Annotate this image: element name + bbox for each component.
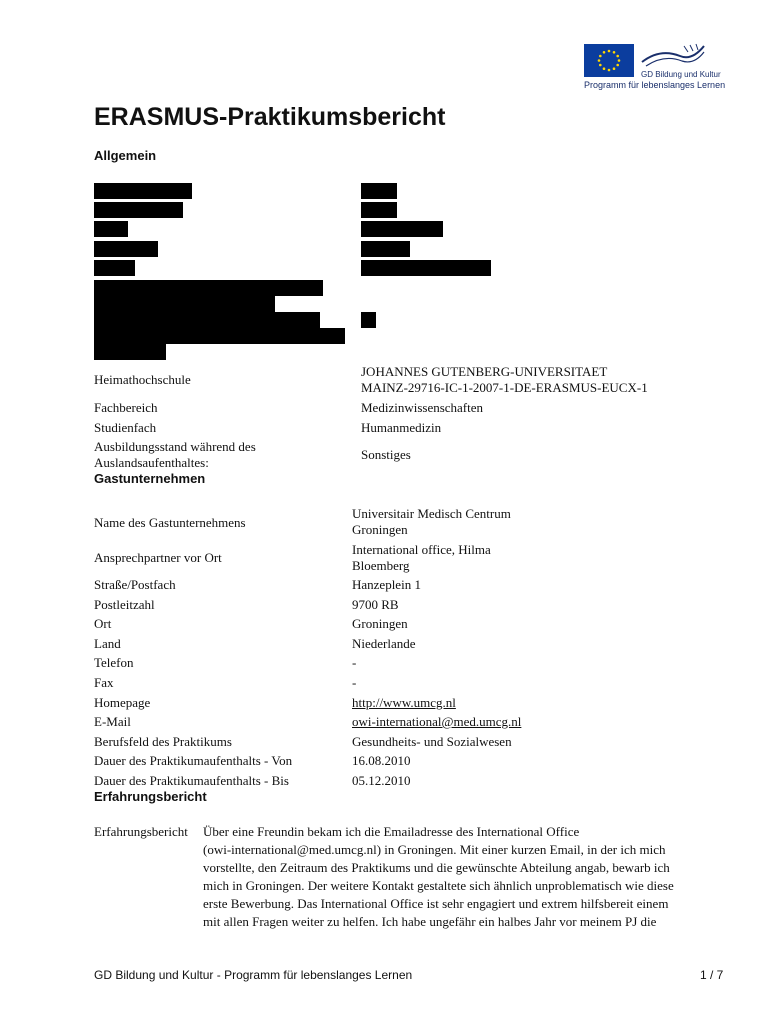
redacted-block (361, 312, 376, 328)
redacted-block (361, 241, 410, 257)
redacted-block (361, 260, 491, 276)
section-heading-allgemein: Allgemein (94, 148, 157, 163)
field-label-land: Land (94, 636, 121, 651)
report-line: (owi-international@med.umcg.nl) in Groningen. Mit einer kurzen Email, in der ich mich (203, 842, 666, 857)
field-value-berufsfeld: Gesundheits- und Sozialwesen (352, 734, 512, 749)
redacted-block (94, 241, 158, 257)
field-value-heimathochschule-line2: MAINZ-29716-IC-1-2007-1-DE-ERASMUS-EUCX-1 (361, 380, 648, 395)
field-value-ansprechpartner-line1: International office, Hilma (352, 542, 491, 557)
report-line: mit allen Fragen weiter zu helfen. Ich habe ungefähr ein halbes Jahr vor meinem PJ die (203, 914, 657, 929)
redacted-block (94, 344, 166, 360)
field-label-ort: Ort (94, 616, 112, 631)
lifelong-learning-swoosh-icon (640, 42, 706, 70)
eu-stars-icon (584, 44, 634, 77)
logo-text-programme: Programm für lebenslanges Lernen (584, 80, 726, 90)
field-label-ausbildungsstand-line1: Ausbildungsstand während des (94, 439, 256, 454)
field-value-fax: - (352, 675, 357, 690)
redacted-block (94, 312, 320, 328)
field-value-strasse: Hanzeplein 1 (352, 577, 421, 592)
redacted-block (361, 183, 397, 199)
page-title: ERASMUS-Praktikumsbericht (94, 103, 446, 131)
redacted-block (94, 260, 135, 276)
field-label-email: E-Mail (94, 714, 131, 729)
field-value-dauer-bis: 05.12.2010 (352, 773, 411, 788)
eu-flag-logo (584, 44, 634, 77)
redacted-block (361, 202, 397, 218)
redacted-block (94, 221, 128, 237)
field-label-homepage: Homepage (94, 695, 151, 710)
section-heading-gastunternehmen: Gastunternehmen (94, 471, 206, 486)
field-value-fachbereich: Medizinwissenschaften (361, 400, 484, 415)
redacted-block (94, 202, 183, 218)
field-label-gastunternehmen-name: Name des Gastunternehmens (94, 515, 246, 530)
field-label-dauer-bis: Dauer des Praktikumaufenthalts - Bis (94, 773, 289, 788)
field-label-telefon: Telefon (94, 655, 134, 670)
field-value-ort: Groningen (352, 616, 408, 631)
report-paragraph (203, 823, 728, 931)
redacted-block (94, 328, 345, 344)
report-line: mich in Groningen. Der weitere Kontakt gestaltete sich ähnlich unproblematisch wie diese (203, 878, 674, 893)
field-label-dauer-von: Dauer des Praktikumaufenthalts - Von (94, 753, 293, 768)
report-line: Über eine Freundin bekam ich die Emailadresse des International Office (203, 824, 580, 839)
footer-programme-text: GD Bildung und Kultur - Programm für lebenslanges Lernen (94, 968, 413, 982)
field-value-heimathochschule-line1: JOHANNES GUTENBERG-UNIVERSITAET (361, 364, 608, 379)
redacted-block (361, 221, 443, 237)
field-label-ansprechpartner: Ansprechpartner vor Ort (94, 550, 222, 565)
field-label-ausbildungsstand-line2: Auslandsaufenthaltes: (94, 455, 209, 470)
redacted-block (94, 280, 323, 296)
field-label-fax: Fax (94, 675, 114, 690)
field-value-gastunternehmen-name-line2: Groningen (352, 522, 408, 537)
field-value-ansprechpartner-line2: Bloemberg (352, 558, 410, 573)
field-value-dauer-von: 16.08.2010 (352, 753, 411, 768)
report-label: Erfahrungsbericht (94, 824, 188, 839)
homepage-link[interactable]: http://www.umcg.nl (352, 695, 456, 710)
field-label-fachbereich: Fachbereich (94, 400, 158, 415)
field-value-telefon: - (352, 655, 357, 670)
field-value-studienfach: Humanmedizin (361, 420, 442, 435)
field-label-strasse: Straße/Postfach (94, 577, 176, 592)
field-value-gastunternehmen-name-line1: Universitair Medisch Centrum (352, 506, 511, 521)
redacted-block (94, 183, 192, 199)
field-value-land: Niederlande (352, 636, 416, 651)
redacted-block (94, 296, 275, 312)
email-link[interactable]: owi-international@med.umcg.nl (352, 714, 522, 729)
report-line: erste Bewerbung. Das International Office ist sehr engagiert und extrem hilfsbereit einem (203, 896, 669, 911)
logo-text-dg: GD Bildung und Kultur (641, 70, 721, 79)
report-line: vorstellte, den Zeitraum des Praktikums und die gewünschte Abteilung angab, bewarb ich (203, 860, 670, 875)
section-heading-erfahrungsbericht: Erfahrungsbericht (94, 789, 207, 804)
field-label-postleitzahl: Postleitzahl (94, 597, 155, 612)
field-label-studienfach: Studienfach (94, 420, 157, 435)
field-label-heimathochschule: Heimathochschule (94, 372, 191, 387)
field-value-postleitzahl: 9700 RB (352, 597, 399, 612)
field-label-berufsfeld: Berufsfeld des Praktikums (94, 734, 232, 749)
field-value-ausbildungsstand: Sonstiges (361, 447, 411, 462)
page-number: 1 / 7 (700, 968, 724, 982)
